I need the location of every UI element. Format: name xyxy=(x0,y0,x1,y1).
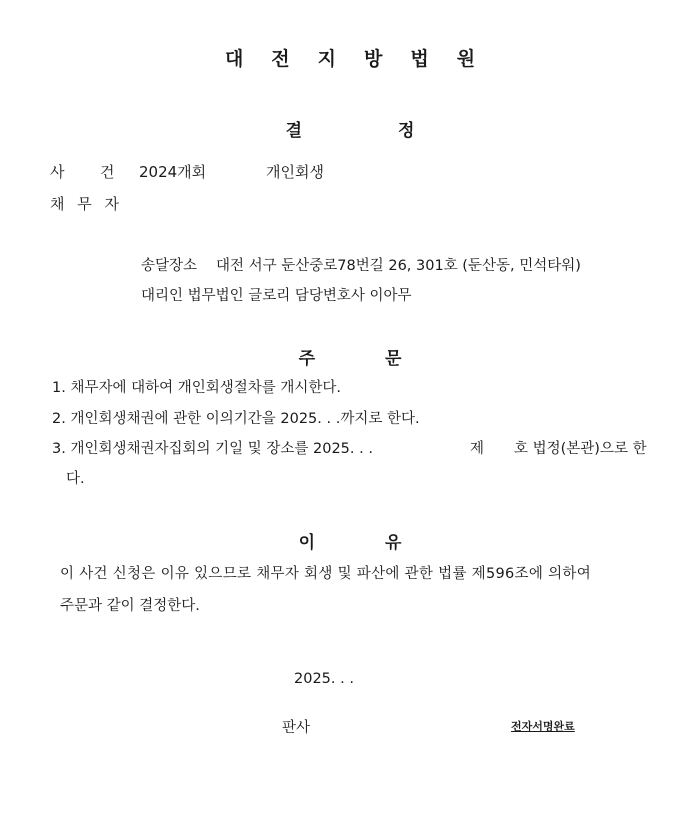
case-label-2: 건 xyxy=(100,163,115,181)
order-heading-char-1: 주 xyxy=(298,349,315,369)
debtor-label: 채 무 자 xyxy=(50,195,124,213)
agent-line: 대리인 법무법인 글로리 담당변호사 이아무 xyxy=(141,288,412,304)
order-heading xyxy=(0,344,700,369)
reason-heading-char-1: 이 xyxy=(298,533,315,553)
case-number: 2024개회 xyxy=(139,163,207,181)
order-item-3-cont: 다. xyxy=(66,471,85,487)
service-address: 대전 서구 둔산중로78번길 26, 301호 (둔산동, 민석타워) xyxy=(216,258,581,274)
reason-heading-char-2: 유 xyxy=(385,533,402,553)
order-item-3-court: 호 법정(본관)으로 한 xyxy=(514,441,647,457)
case-type: 개인회생 xyxy=(266,163,324,181)
decision-date: 2025. . . xyxy=(294,671,354,687)
court-name: 대전지방법원 xyxy=(224,48,504,70)
title-char-2: 정 xyxy=(398,121,415,141)
reason-heading xyxy=(0,528,700,553)
e-signature-stamp: 전자서명완료 xyxy=(511,720,575,733)
case-label-1: 사 xyxy=(50,163,65,181)
title-char-1: 결 xyxy=(285,121,302,141)
judge-label: 판사 xyxy=(282,720,311,736)
order-item-1: 1. 채무자에 대하여 개인회생절차를 개시한다. xyxy=(52,380,342,396)
order-item-3: 3. 개인회생채권자집회의 기일 및 장소를 2025. . . xyxy=(52,441,373,457)
order-item-3-room: 제 xyxy=(470,441,485,457)
order-item-2: 2. 개인회생채권에 관한 이의기간을 2025. . .까지로 한다. xyxy=(52,411,420,427)
document-title xyxy=(0,116,700,141)
order-heading-char-2: 문 xyxy=(385,349,402,369)
reason-line-1: 이 사건 신청은 이유 있으므로 채무자 회생 및 파산에 관한 법률 제596조에 의하여 xyxy=(60,566,591,582)
reason-line-2: 주문과 같이 결정한다. xyxy=(60,598,200,614)
service-label: 송달장소 xyxy=(141,258,198,274)
